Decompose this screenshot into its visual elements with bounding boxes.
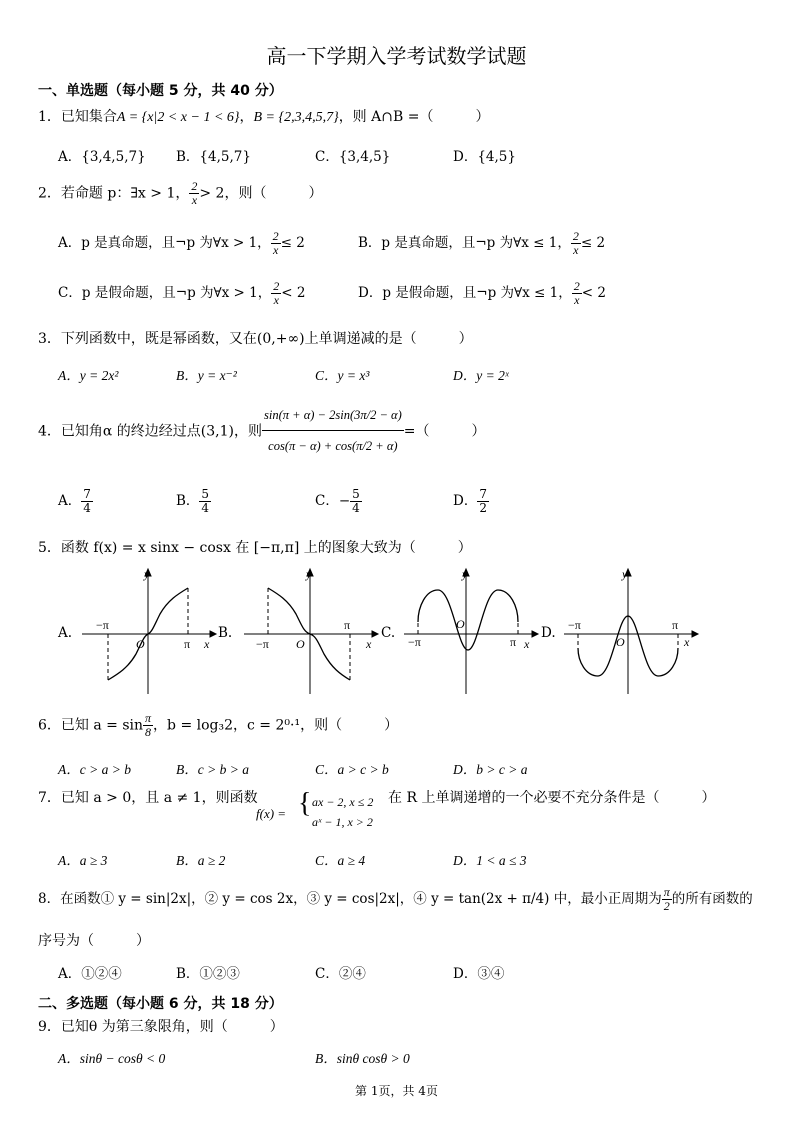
graph-a[interactable] <box>78 566 218 698</box>
graph-b[interactable] <box>240 566 380 698</box>
question-4-stem: 4．已知角α 的终边经过点(3,1)，则 <box>38 423 262 440</box>
q6-option-a[interactable]: A．c > a > b <box>58 762 131 777</box>
svg-text:−π: −π <box>408 635 421 649</box>
svg-text:y: y <box>462 567 468 581</box>
graph-label-d: D. <box>541 625 556 641</box>
svg-text:O: O <box>296 637 305 651</box>
q6-option-c[interactable]: C．a > c > b <box>315 762 389 777</box>
q8-option-d[interactable]: D．③④ <box>453 966 505 982</box>
question-1-stem: 1．已知集合 <box>38 109 117 125</box>
q4-option-d[interactable]: D． $\frac{7}{2}$ <box>453 487 487 515</box>
q4-option-a[interactable]: A． $\frac{7}{4}$ <box>58 487 91 515</box>
question-6-tail: ，b = log₃2，c = 2⁰·¹，则（ ） <box>153 717 399 734</box>
q1-option-d[interactable]: D．{4,5} <box>453 149 516 165</box>
piecewise-case-2: aˣ − 1, x > 2 <box>312 815 373 829</box>
q9-option-b[interactable]: B．sinθ cosθ > 0 <box>315 1051 410 1066</box>
graph-label-b: B. <box>218 625 233 641</box>
question-6: 6．已知 a = sin $\frac{\pi}{8}$ ，b = log₃2，c = 2⁰·¹，则（ ） <box>38 711 399 739</box>
graph-label-c: C. <box>381 625 396 641</box>
q6-option-d[interactable]: D．b > c > a <box>453 762 528 777</box>
question-2 <box>38 180 322 207</box>
q7-option-a[interactable]: A．a ≥ 3 <box>58 853 108 868</box>
brace: { <box>298 788 312 819</box>
q4-option-c[interactable]: C．− $\frac{5}{4}$ <box>315 487 360 515</box>
svg-text:y: y <box>622 567 628 581</box>
q3-option-c[interactable]: C．y = x³ <box>315 368 370 383</box>
section-heading-single-choice: 一、单选题（每小题 5 分，共 40 分） <box>38 83 283 99</box>
piecewise-fx: f(x) = <box>256 806 287 821</box>
graph-d[interactable] <box>560 566 700 698</box>
q7-option-d[interactable]: D．1 < a ≤ 3 <box>453 853 527 868</box>
svg-text:x: x <box>684 635 690 649</box>
set-b: B = {2,3,4,5,7} <box>253 110 339 125</box>
svg-text:−π: −π <box>568 618 581 632</box>
fraction: $\frac{2}{x}$ <box>191 179 198 207</box>
q1-option-a[interactable]: A．{3,4,5,7} <box>58 149 146 165</box>
q6-option-b[interactable]: B．c > b > a <box>176 762 249 777</box>
q2-option-a[interactable]: A．p 是真命题，且¬p 为∀x > 1， $\frac{2}{x}$ ≤ 2 <box>58 229 305 257</box>
question-1: 1．已知集合A = {x|2 < x − 1 < 6}，B = {2,3,4,5,7}，则 A∩B =（ ） <box>38 109 490 125</box>
question-6-stem: 6．已知 a = sin <box>38 717 144 734</box>
question-9: 9．已知θ 为第三象限角，则（ ） <box>38 1019 284 1035</box>
svg-text:π: π <box>510 635 517 649</box>
svg-text:x: x <box>366 637 372 651</box>
question-7-stem: 7．已知 a > 0，且 a ≠ 1，则函数 <box>38 790 258 806</box>
svg-text:y: y <box>306 567 312 581</box>
q4-option-b[interactable]: B． $\frac{5}{4}$ <box>176 487 210 515</box>
question-7-tail: 在 R 上单调递增的一个必要不充分条件是（ ） <box>388 790 716 806</box>
graph-c[interactable] <box>400 566 540 698</box>
pi-label: π <box>184 637 191 651</box>
question-8-line-2: 序号为（ ） <box>38 933 150 949</box>
page-title: 高一下学期入学考试数学试题 <box>266 44 527 68</box>
neg-pi-label: −π <box>96 618 109 632</box>
question-4-expression: $\frac{\sin(\pi + \alpha) - 2\sin(3\pi/2 - \alpha)}{\cos(\pi - \alpha) + \cos(\pi/2 + \alpha)}$ <box>262 400 404 461</box>
question-8-stem: 8．在函数① y = sin|2x|，② y = cos 2x，③ y = cos|2x|，④ y = tan(2x + π/4) 中，最小正周期为 <box>38 891 662 907</box>
svg-text:O: O <box>456 617 465 631</box>
q3-option-a[interactable]: A．y = 2x² <box>58 368 119 383</box>
q2-option-b[interactable]: B．p 是真命题，且¬p 为∀x ≤ 1， $\frac{2}{x}$ ≤ 2 <box>358 229 606 257</box>
q3-option-b[interactable]: B．y = x⁻² <box>176 368 237 383</box>
q2-option-c[interactable]: C．p 是假命题，且¬p 为∀x > 1， $\frac{2}{x}$ < 2 <box>58 279 306 307</box>
q1-option-c[interactable]: C．{3,4,5} <box>315 149 391 165</box>
svg-text:π: π <box>672 618 679 632</box>
svg-text:x: x <box>524 637 530 651</box>
page-footer: 第 1页，共 4页 <box>355 1084 438 1098</box>
piecewise-case-1: ax − 2, x ≤ 2 <box>312 795 374 809</box>
graph-label-a: A. <box>58 625 73 641</box>
question-3: 3．下列函数中，既是幂函数，又在(0,+∞)上单调递减的是（ ） <box>38 331 473 347</box>
section-heading-multi-choice: 二、多选题（每小题 6 分，共 18 分） <box>38 996 283 1012</box>
question-5: 5．函数 f(x) = x sinx − cosx 在 [−π,π] 上的图象大致为（ ） <box>38 540 472 556</box>
q9-option-a[interactable]: A．sinθ − cosθ < 0 <box>58 1051 166 1066</box>
origin-label: O <box>136 637 145 651</box>
q8-option-c[interactable]: C．②④ <box>315 966 366 982</box>
q3-option-d[interactable]: D．y = 2ˣ <box>453 368 509 383</box>
svg-text:π: π <box>344 618 351 632</box>
question-1-ask: ，则 A∩B =（ ） <box>338 109 490 125</box>
q7-option-b[interactable]: B．a ≥ 2 <box>176 853 226 868</box>
axis-x-label: x <box>204 637 210 651</box>
q1-option-b[interactable]: B．{4,5,7} <box>176 149 251 165</box>
q8-option-b[interactable]: B．①②③ <box>176 966 240 982</box>
question-8-tail: 的所有函数的 <box>671 891 753 907</box>
svg-text:O: O <box>616 635 625 649</box>
q7-option-c[interactable]: C．a ≥ 4 <box>315 853 366 868</box>
axis-y-label: y <box>144 567 150 581</box>
question-2-tail: > 2，则（ ） <box>199 185 323 202</box>
q8-option-a[interactable]: A．①②④ <box>58 966 122 982</box>
svg-text:−π: −π <box>256 637 269 651</box>
question-4-tail: =（ ） <box>403 423 486 440</box>
q2-option-d[interactable]: D．p 是假命题，且¬p 为∀x ≤ 1， $\frac{2}{x}$ < 2 <box>358 279 606 307</box>
set-a: A = {x|2 < x − 1 < 6} <box>116 110 240 125</box>
question-2-stem: 2．若命题 p：∃x > 1， <box>38 185 190 202</box>
question-8: 8．在函数① y = sin|2x|，② y = cos 2x，③ y = cos|2x|，④ y = tan(2x + π/4) 中，最小正周期为 $\frac{\pi}{2}$ 的所有函数的 <box>38 885 753 913</box>
question-4 <box>38 400 486 461</box>
